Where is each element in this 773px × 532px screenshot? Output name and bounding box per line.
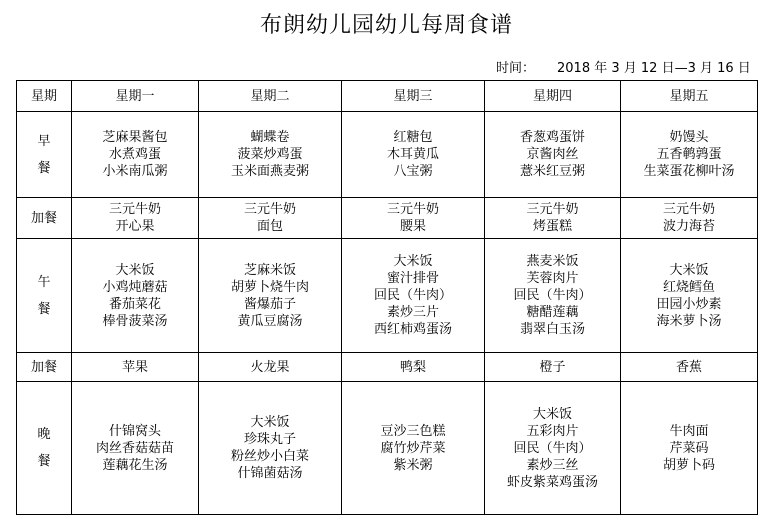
dish-item: 三元牛奶 <box>662 202 715 217</box>
dish-item: 水煮鸡蛋 <box>108 147 161 162</box>
header-cell-tue: 星期二 <box>199 81 342 112</box>
dish-item: 红烧鳕鱼 <box>662 279 715 295</box>
dish-item: 芝麻米饭 <box>243 262 296 278</box>
dish-item: 田园小炒素 <box>656 296 722 312</box>
dish-item: 三元牛奶 <box>243 202 296 217</box>
page-title: 布朗幼儿园幼儿每周食谱 <box>259 13 513 38</box>
dish-item: 腐竹炒芹菜 <box>380 440 446 456</box>
dish-item: 菠菜炒鸡蛋 <box>237 147 303 162</box>
dish-item: 橙子 <box>539 359 566 375</box>
menu-cell-fri <box>621 112 758 198</box>
dish-item: 京酱肉丝 <box>526 147 579 162</box>
dish-item: 胡萝卜码 <box>662 457 715 473</box>
dish-item: 大米饭 <box>393 254 433 269</box>
dish-item: 燕麦米饭 <box>526 254 579 269</box>
menu-cell-tue <box>199 112 342 198</box>
dish-item: 豆沙三色糕 <box>380 423 446 439</box>
dish-item: 红糖包 <box>393 130 433 145</box>
header-cell-fri: 星期五 <box>621 81 758 112</box>
menu-cell-thu <box>485 198 621 239</box>
dish-item: 小米南瓜粥 <box>102 164 168 179</box>
dish-item: 紫米粥 <box>393 457 433 473</box>
dish-item: 芙蓉肉片 <box>526 271 579 286</box>
row-label-char: 午 <box>37 274 51 290</box>
dish-item: 生菜蛋花柳叶汤 <box>643 164 735 179</box>
dish-item: 大米饭 <box>669 262 709 278</box>
menu-cell-wed <box>342 353 485 382</box>
row-label-char: 餐 <box>37 301 51 317</box>
dish-item: 粉丝炒小白菜 <box>230 449 309 464</box>
dish-item: 五彩肉片 <box>526 423 579 439</box>
dish-item: 珍珠丸子 <box>243 432 296 447</box>
dish-item: 芝麻果酱包 <box>102 130 168 145</box>
dish-item: 素炒三丝 <box>526 457 579 473</box>
menu-cell-wed <box>342 382 485 515</box>
dish-item: 糖醋莲藕 <box>526 305 579 320</box>
dish-item: 蜜汁排骨 <box>386 271 439 286</box>
dish-item: 翡翠白玉汤 <box>519 322 585 337</box>
header-cell-thu: 星期四 <box>485 81 621 112</box>
row-label-char: 晚 <box>37 427 51 442</box>
dish-item: 什锦菌菇汤 <box>237 466 303 481</box>
menu-cell-thu <box>485 239 621 353</box>
menu-cell-tue <box>199 198 342 239</box>
weekly-menu-table <box>16 80 758 515</box>
dish-item: 莲藕花生汤 <box>102 457 168 473</box>
dish-item: 酱爆茄子 <box>243 296 296 312</box>
snack-row-afternoon <box>17 353 758 382</box>
date-label: 时间： <box>496 61 536 76</box>
row-label <box>17 382 72 515</box>
row-label <box>17 112 72 198</box>
menu-cell-thu <box>485 382 621 515</box>
dish-item: 肉丝香菇菇苗 <box>95 440 174 456</box>
header-cell-weekday: 星期 <box>17 81 72 112</box>
dish-item: 胡萝卜烧牛肉 <box>230 279 309 295</box>
menu-cell-wed <box>342 112 485 198</box>
dish-item: 牛肉面 <box>669 423 709 439</box>
date-range <box>496 57 751 76</box>
dish-item: 鸭梨 <box>399 359 426 375</box>
dish-item: 烤蛋糕 <box>532 219 572 234</box>
dish-item: 玉米面燕麦粥 <box>230 164 309 179</box>
dish-item: 八宝粥 <box>393 164 433 179</box>
dish-item: 大米饭 <box>532 406 572 422</box>
dish-item: 黄瓜豆腐汤 <box>237 313 303 329</box>
row-label-char: 加餐 <box>30 210 57 226</box>
menu-cell-thu <box>485 353 621 382</box>
row-label-char: 餐 <box>37 454 51 469</box>
menu-cell-mon <box>72 353 199 382</box>
dish-item: 回民（牛肉） <box>513 288 592 303</box>
dish-item: 虾皮紫菜鸡蛋汤 <box>506 474 598 490</box>
dish-item: 苹果 <box>121 359 148 375</box>
dish-item: 开心果 <box>115 219 155 234</box>
menu-cell-wed <box>342 198 485 239</box>
dish-item: 三元牛奶 <box>526 202 579 217</box>
date-value: 2018 年 3 月 12 日—3 月 16 日 <box>557 61 751 76</box>
menu-cell-fri <box>621 198 758 239</box>
dish-item: 薏米红豆粥 <box>519 164 585 179</box>
dish-item: 大米饭 <box>115 262 155 278</box>
dish-item: 番茄菜花 <box>108 296 161 312</box>
header-cell-wed: 星期三 <box>342 81 485 112</box>
dinner-row <box>17 382 758 515</box>
row-label <box>17 239 72 353</box>
row-label <box>17 198 72 239</box>
dish-item: 西红柿鸡蛋汤 <box>373 322 452 337</box>
dish-item: 波力海苔 <box>662 219 715 234</box>
row-label-char: 餐 <box>37 160 51 176</box>
dish-item: 面包 <box>256 219 283 234</box>
menu-cell-mon <box>72 112 199 198</box>
dish-item: 三元牛奶 <box>108 202 161 217</box>
menu-cell-mon <box>72 382 199 515</box>
header-cell-mon: 星期一 <box>72 81 199 112</box>
dish-item: 香蕉 <box>675 359 702 375</box>
dish-item: 什锦窝头 <box>108 423 161 439</box>
menu-cell-thu <box>485 112 621 198</box>
dish-item: 三元牛奶 <box>386 202 439 217</box>
menu-cell-fri <box>621 382 758 515</box>
dish-item: 奶馒头 <box>669 130 709 145</box>
row-label-char: 早 <box>37 133 51 149</box>
menu-cell-tue <box>199 353 342 382</box>
menu-cell-mon <box>72 198 199 239</box>
dish-item: 大米饭 <box>250 415 290 430</box>
dish-item: 小鸡炖蘑菇 <box>102 279 168 295</box>
dish-item: 火龙果 <box>250 359 290 375</box>
dish-item: 芹菜码 <box>669 440 709 456</box>
dish-item: 回民（牛肉） <box>513 440 592 456</box>
dish-item: 素炒三片 <box>386 305 439 320</box>
dish-item: 五香鹌鹑蛋 <box>656 147 722 162</box>
dish-item: 海米萝卜汤 <box>656 313 722 329</box>
lunch-row <box>17 239 758 353</box>
dish-item: 腰果 <box>399 219 426 234</box>
menu-cell-wed <box>342 239 485 353</box>
header-row <box>17 81 758 112</box>
menu-cell-tue <box>199 239 342 353</box>
breakfast-row <box>17 112 758 198</box>
dish-item: 木耳黄瓜 <box>386 147 439 162</box>
dish-item: 香葱鸡蛋饼 <box>519 130 585 145</box>
menu-cell-tue <box>199 382 342 515</box>
dish-item: 蝴蝶卷 <box>250 130 290 145</box>
row-label <box>17 353 72 382</box>
snack-row-morning <box>17 198 758 239</box>
dish-item: 回民（牛肉） <box>373 288 452 303</box>
menu-cell-fri <box>621 353 758 382</box>
menu-cell-fri <box>621 239 758 353</box>
dish-item: 棒骨菠菜汤 <box>102 313 168 329</box>
row-label-char: 加餐 <box>30 359 57 375</box>
menu-cell-mon <box>72 239 199 353</box>
